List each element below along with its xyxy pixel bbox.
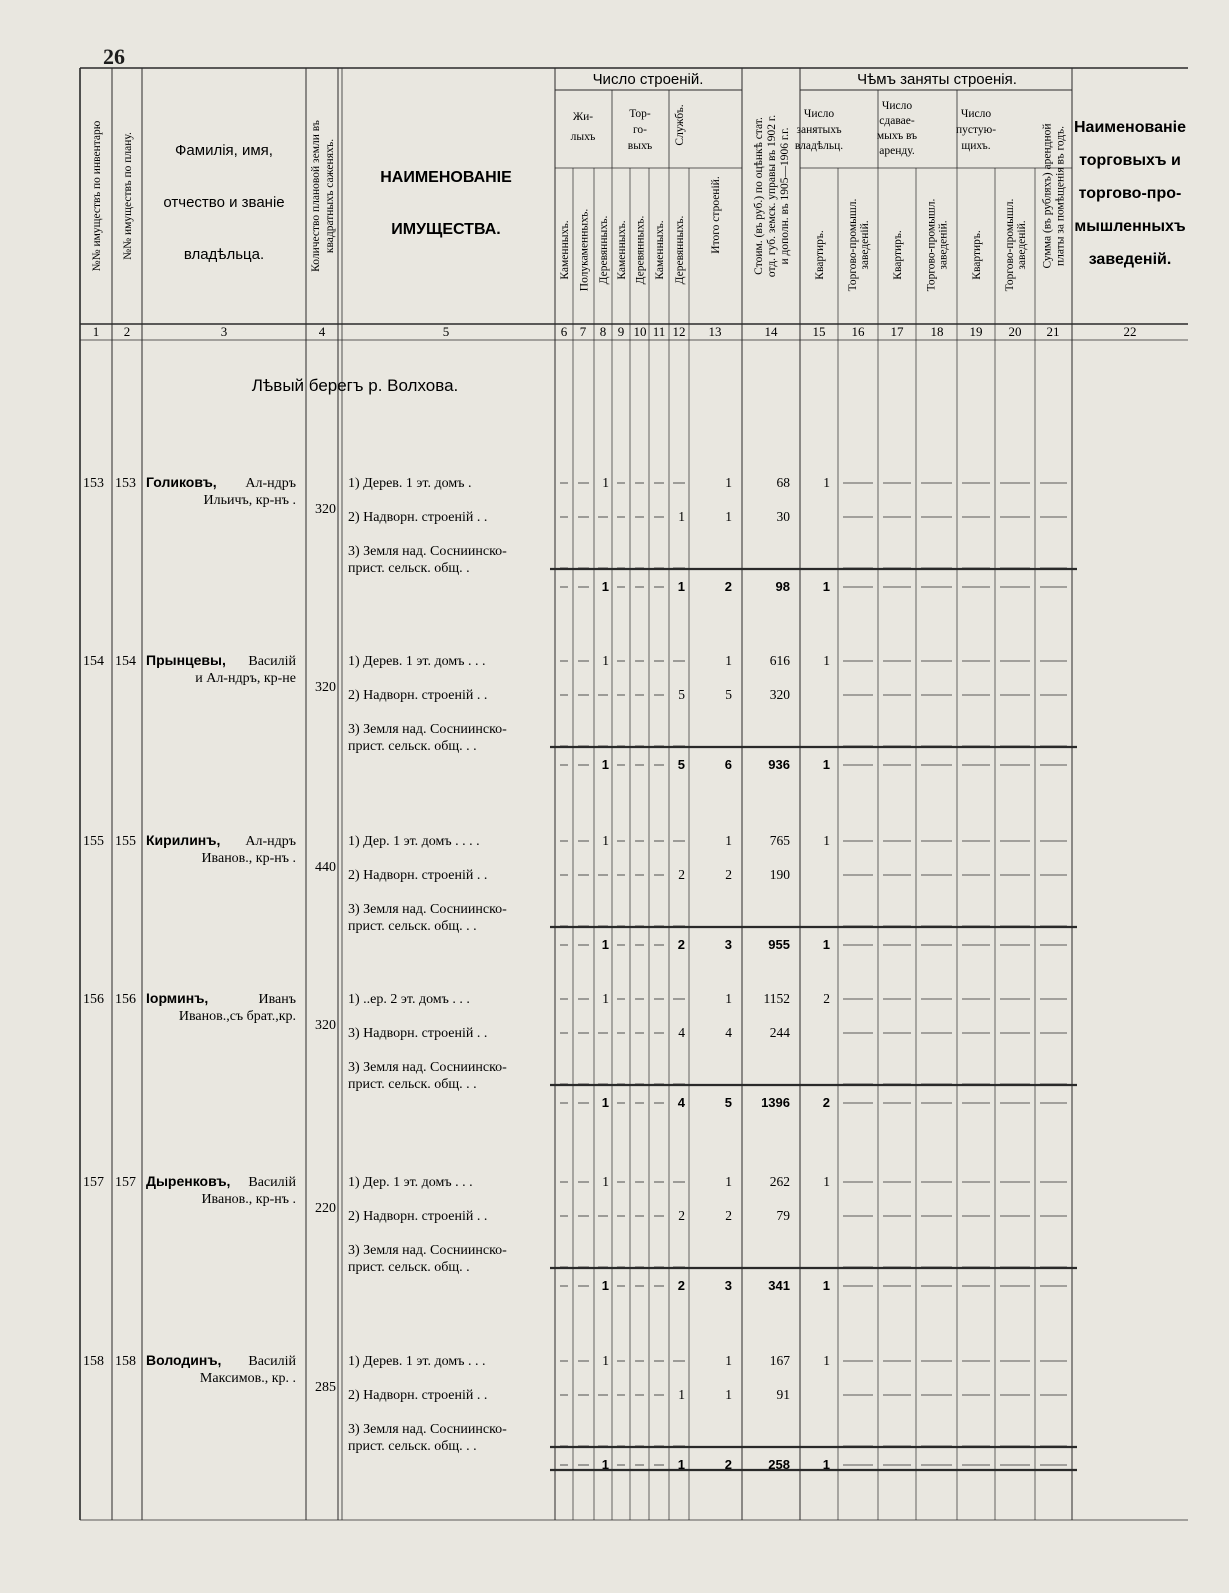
property-item-cont: прист. сельск. общ. . .: [348, 1439, 477, 1454]
building-cost: 262: [769, 1174, 790, 1189]
header-occupied-owner: занятыхъ: [796, 124, 842, 136]
header-commercial: Тор-: [629, 108, 651, 120]
total-buildings: 1: [725, 1353, 732, 1368]
building-cost: 616: [769, 653, 790, 668]
total-service: 5: [677, 757, 685, 772]
owner-surname: Кирилинъ,: [146, 832, 221, 848]
column-number: 1: [92, 324, 100, 339]
header-occupied-rent: Число: [881, 100, 913, 112]
property-item: 2) Надворн. строеній . .: [348, 688, 488, 703]
owner-surname: Іорминъ,: [146, 990, 209, 1006]
column-number: 21: [1046, 324, 1060, 339]
total-apartments: 1: [822, 937, 830, 952]
header-apartments-line: Квартиръ.: [814, 230, 826, 280]
header-owner: Фамилія, имя,: [175, 142, 273, 159]
building-cost: 190: [769, 867, 790, 882]
owner-surname: Прынцевы,: [146, 652, 226, 668]
service-wooden-count: 2: [678, 867, 685, 882]
land-area: 440: [315, 860, 336, 875]
section-title: Лѣвый берегъ р. Волхова.: [251, 376, 459, 395]
header-material: [579, 209, 591, 292]
property-item: 2) Надворн. строеній . .: [348, 1388, 488, 1403]
header-material-line: Каменныхъ.: [616, 220, 628, 280]
header-apartments: [814, 230, 826, 280]
column-number: 12: [672, 324, 686, 339]
column-number: 20: [1008, 324, 1022, 339]
total-apartments: 1: [822, 757, 830, 772]
owner-surname: Голиковъ,: [146, 474, 217, 490]
wooden-count: 1: [602, 833, 609, 848]
total-cost: 98: [775, 579, 790, 594]
property-item: 1) Дерев. 1 эт. домъ . . .: [348, 1354, 486, 1369]
wooden-count: 1: [602, 991, 609, 1006]
header-residential: Жи-: [572, 111, 594, 123]
header-trade-establishments-line: Торгово-промышл.: [925, 198, 938, 292]
column-number: 6: [560, 324, 568, 339]
total-buildings: 2: [725, 1208, 732, 1223]
total-cost: 258: [768, 1457, 790, 1472]
property-item: 2) Надворн. строеній . .: [348, 510, 488, 525]
total-buildings: 1: [725, 833, 732, 848]
column-number: 16: [851, 324, 865, 339]
inventory-number: 158: [83, 1354, 104, 1369]
header-material-line: Деревянныхъ.: [634, 215, 647, 285]
total-itogo: 6: [724, 757, 732, 772]
header-material-line: Каменныхъ.: [559, 220, 571, 280]
column-number: 9: [617, 324, 625, 339]
total-service: 1: [677, 579, 685, 594]
total-cost: 936: [768, 757, 790, 772]
plan-number: 158: [115, 1354, 136, 1369]
total-apartments: 2: [822, 1095, 830, 1110]
column-number: 18: [930, 324, 944, 339]
owner-name: Ал-ндръ: [245, 834, 296, 849]
owner-name: Василій: [248, 654, 296, 669]
total-service: 2: [677, 937, 685, 952]
total-itogo: 5: [724, 1095, 732, 1110]
total-buildings: 2: [725, 867, 732, 882]
header-commercial: го-: [632, 124, 648, 136]
wooden-count: 1: [602, 653, 609, 668]
property-item-cont: прист. сельск. общ. .: [348, 561, 470, 576]
land-area: 320: [315, 502, 336, 517]
header-establishment-names: Наименованіе: [1074, 119, 1186, 136]
building-cost: 1152: [763, 991, 790, 1006]
column-number: 2: [123, 324, 131, 339]
header-material: [598, 216, 610, 285]
owner-name: Василій: [248, 1175, 296, 1190]
total-itogo: 3: [724, 1278, 732, 1293]
total-wooden: 1: [601, 757, 609, 772]
total-wooden: 1: [601, 1278, 609, 1293]
header-inventory-number-line: №№ имуществъ по инвентарю: [91, 120, 103, 272]
header-material: [635, 216, 647, 285]
header-total-buildings-line: Итого строеній.: [710, 176, 722, 254]
header-establishment-names: торговыхъ и: [1079, 152, 1181, 169]
service-wooden-count: 1: [678, 1387, 685, 1402]
property-item: 3) Земля над. Сосниинско-: [348, 1422, 507, 1437]
building-cost: 79: [776, 1208, 790, 1223]
header-occupied-empty: пустую-: [955, 124, 997, 136]
header-material: [559, 220, 571, 279]
header-establishment-names: торгово-про-: [1078, 185, 1182, 202]
apartments-owner: 1: [823, 653, 830, 668]
property-item: 1) Дер. 1 эт. домъ . . .: [348, 1175, 473, 1190]
header-trade-establishments: [1004, 199, 1028, 292]
land-area: 320: [315, 1018, 336, 1033]
header-apartments-line: Квартиръ.: [892, 230, 904, 280]
column-number: 8: [599, 324, 607, 339]
apartments-owner: 1: [823, 1353, 830, 1368]
wooden-count: 1: [602, 1174, 609, 1189]
property-item: 1) Дерев. 1 эт. домъ .: [348, 476, 472, 491]
header-occupied-rent: аренду.: [879, 145, 915, 157]
header-land-area-line: Количество плановой земли въ: [310, 120, 322, 272]
building-cost: 30: [776, 509, 790, 524]
property-item: 2) Надворн. строеній . .: [348, 868, 488, 883]
header-rent-sum-line: Сумма (въ рубляхъ) арендной: [1041, 123, 1054, 269]
property-item: 2) Надворн. строеній . .: [348, 1209, 488, 1224]
owner-details: Максимов., кр. .: [199, 1371, 296, 1386]
land-area: 320: [315, 680, 336, 695]
property-item-cont: прист. сельск. общ. . .: [348, 1077, 477, 1092]
header-land-area-line: квадратныхъ саженяхъ.: [324, 138, 336, 254]
total-itogo: 3: [724, 937, 732, 952]
header-buildings-group: Число строеній.: [592, 71, 704, 88]
property-item-cont: прист. сельск. общ. . .: [348, 919, 477, 934]
header-commercial: выхъ: [627, 140, 653, 152]
header-trade-establishments-line: заведеній.: [937, 220, 950, 270]
owner-name: Василій: [248, 1354, 296, 1369]
owner-details: Ильичъ, кр-нъ .: [203, 493, 296, 508]
header-occupied-empty: Число: [960, 108, 992, 120]
header-apartments-line: Квартиръ.: [971, 230, 983, 280]
inventory-number: 153: [83, 476, 104, 491]
owner-name: Ал-ндръ: [245, 476, 296, 491]
header-cost-line: Стоим. (въ руб.) по оцѣнкѣ стат.: [753, 117, 765, 275]
total-cost: 1396: [761, 1095, 790, 1110]
header-inventory-number: [91, 120, 103, 271]
land-area: 285: [315, 1380, 336, 1395]
column-number: 11: [652, 324, 666, 339]
property-item: 1) Дер. 1 эт. домъ . . . .: [348, 834, 480, 849]
column-number: 13: [708, 324, 722, 339]
header-rent-sum-line: платы за помѣщенія въ годъ.: [1054, 125, 1067, 267]
header-occupied-owner: владѣльц.: [794, 140, 844, 152]
property-item: 1) Дерев. 1 эт. домъ . . .: [348, 654, 486, 669]
total-wooden: 1: [601, 937, 609, 952]
owner-details: Иванов.,съ брат.,кр.: [178, 1009, 296, 1024]
plan-number: 154: [115, 654, 136, 669]
header-cost-line: и дополн. въ 1905—1906 г.г.: [779, 127, 791, 265]
page-number: 26: [103, 44, 125, 69]
header-cost: [753, 115, 791, 277]
column-number: 5: [442, 324, 450, 339]
header-occupied-rent: сдавае-: [879, 115, 915, 127]
total-service: 1: [677, 1457, 685, 1472]
building-cost: 68: [776, 475, 790, 490]
owner-surname: Дыренковъ,: [146, 1173, 231, 1189]
total-apartments: 1: [822, 579, 830, 594]
header-material: [616, 220, 628, 279]
plan-number: 156: [115, 992, 136, 1007]
building-cost: 167: [769, 1353, 790, 1368]
owner-surname: Володинъ,: [146, 1352, 222, 1368]
header-trade-establishments: [847, 199, 871, 292]
header-trade-establishments-line: заведеній.: [1016, 220, 1028, 270]
total-itogo: 2: [724, 1457, 732, 1472]
header-trade-establishments-line: заведеній.: [859, 220, 871, 270]
inventory-number: 155: [83, 834, 104, 849]
column-number: 19: [969, 324, 983, 339]
header-material: [654, 220, 666, 279]
header-property: НАИМЕНОВАНІЕ: [380, 169, 512, 186]
total-service: 4: [677, 1095, 685, 1110]
property-item: 3) Надворн. строеній . .: [348, 1026, 488, 1041]
service-wooden-count: 5: [678, 687, 685, 702]
inventory-number: 156: [83, 992, 104, 1007]
header-apartments: [892, 230, 904, 280]
building-cost: 765: [769, 833, 790, 848]
total-cost: 341: [768, 1278, 790, 1293]
header-material-line: Деревянныхъ.: [598, 215, 610, 285]
header-service: [674, 104, 686, 145]
total-buildings: 1: [725, 653, 732, 668]
header-establishment-names: мышленныхъ: [1074, 218, 1186, 235]
header-residential: лыхъ: [570, 131, 596, 143]
column-number: 3: [220, 324, 228, 339]
header-apartments: [971, 230, 983, 280]
header-plan-number: [122, 132, 134, 260]
header-material-line: Деревянныхъ.: [674, 215, 686, 285]
plan-number: 153: [115, 476, 136, 491]
header-occupied-owner: Число: [803, 108, 835, 120]
property-item: 3) Земля над. Сосниинско-: [348, 1060, 507, 1075]
apartments-owner: 1: [823, 833, 830, 848]
building-cost: 320: [769, 687, 790, 702]
header-cost-line: отд. губ. земск. управы въ 1902 г.: [766, 114, 778, 278]
property-item-cont: прист. сельск. общ. .: [348, 1260, 470, 1275]
service-wooden-count: 2: [678, 1208, 685, 1223]
header-owner: отчество и званіе: [163, 194, 285, 211]
column-number: 22: [1123, 324, 1137, 339]
total-buildings: 4: [725, 1025, 732, 1040]
total-apartments: 1: [822, 1278, 830, 1293]
header-trade-establishments: [926, 199, 950, 292]
total-wooden: 1: [601, 1457, 609, 1472]
inventory-number: 157: [83, 1175, 104, 1190]
header-trade-establishments-line: Торгово-промышл.: [1004, 198, 1016, 292]
total-service: 2: [677, 1278, 685, 1293]
header-total-buildings: [710, 176, 722, 254]
building-cost: 91: [776, 1387, 790, 1402]
building-cost: 244: [769, 1025, 790, 1040]
wooden-count: 1: [602, 1353, 609, 1368]
header-occupied-empty: щихъ.: [961, 140, 991, 152]
owner-details: Иванов., кр-нъ .: [201, 851, 296, 866]
total-buildings: 1: [725, 991, 732, 1006]
land-area: 220: [315, 1201, 336, 1216]
header-occupied-group: Чѣмъ заняты строенія.: [857, 71, 1017, 88]
total-buildings: 1: [725, 1174, 732, 1189]
property-item: 3) Земля над. Сосниинско-: [348, 544, 507, 559]
property-item: 3) Земля над. Сосниинско-: [348, 1243, 507, 1258]
column-number: 14: [764, 324, 778, 339]
column-number: 7: [579, 324, 587, 339]
apartments-owner: 1: [823, 475, 830, 490]
plan-number: 155: [115, 834, 136, 849]
column-number: 15: [812, 324, 826, 339]
header-owner: владѣльца.: [183, 246, 265, 263]
property-item: 1) ..ер. 2 эт. домъ . . .: [348, 992, 470, 1007]
header-plan-number-line: №№ имуществъ по плану.: [122, 132, 134, 260]
service-wooden-count: 1: [678, 509, 685, 524]
column-number: 17: [890, 324, 904, 339]
total-itogo: 2: [724, 579, 732, 594]
owner-name: Иванъ: [258, 992, 296, 1007]
header-land-area: [310, 120, 336, 272]
header-material-line: Каменныхъ.: [654, 220, 666, 280]
header-establishment-names: заведеній.: [1088, 251, 1172, 268]
total-buildings: 5: [725, 687, 732, 702]
header-occupied-rent: мыхъ въ: [876, 130, 918, 142]
header-service-line: Службъ.: [674, 104, 686, 146]
property-item: 3) Земля над. Сосниинско-: [348, 722, 507, 737]
header-trade-establishments-line: Торгово-промышл.: [847, 198, 859, 292]
total-wooden: 1: [601, 579, 609, 594]
header-material: [674, 216, 686, 285]
header-rent-sum: [1042, 123, 1067, 268]
owner-details: и Ал-ндръ, кр-не: [195, 671, 296, 686]
column-number: 10: [633, 324, 647, 339]
owner-details: Иванов., кр-нъ .: [201, 1192, 296, 1207]
property-item-cont: прист. сельск. общ. . .: [348, 739, 477, 754]
total-cost: 955: [768, 937, 790, 952]
property-item: 3) Земля над. Сосниинско-: [348, 902, 507, 917]
plan-number: 157: [115, 1175, 136, 1190]
total-wooden: 1: [601, 1095, 609, 1110]
column-number: 4: [318, 324, 326, 339]
apartments-owner: 1: [823, 1174, 830, 1189]
total-buildings: 1: [725, 1387, 732, 1402]
total-buildings: 1: [725, 509, 732, 524]
apartments-owner: 2: [823, 991, 830, 1006]
total-apartments: 1: [822, 1457, 830, 1472]
header-material-line: Полукаменныхъ.: [578, 208, 591, 292]
total-buildings: 1: [725, 475, 732, 490]
inventory-number: 154: [83, 654, 104, 669]
header-property: ИМУЩЕСТВА.: [391, 221, 501, 238]
wooden-count: 1: [602, 475, 609, 490]
service-wooden-count: 4: [678, 1025, 685, 1040]
